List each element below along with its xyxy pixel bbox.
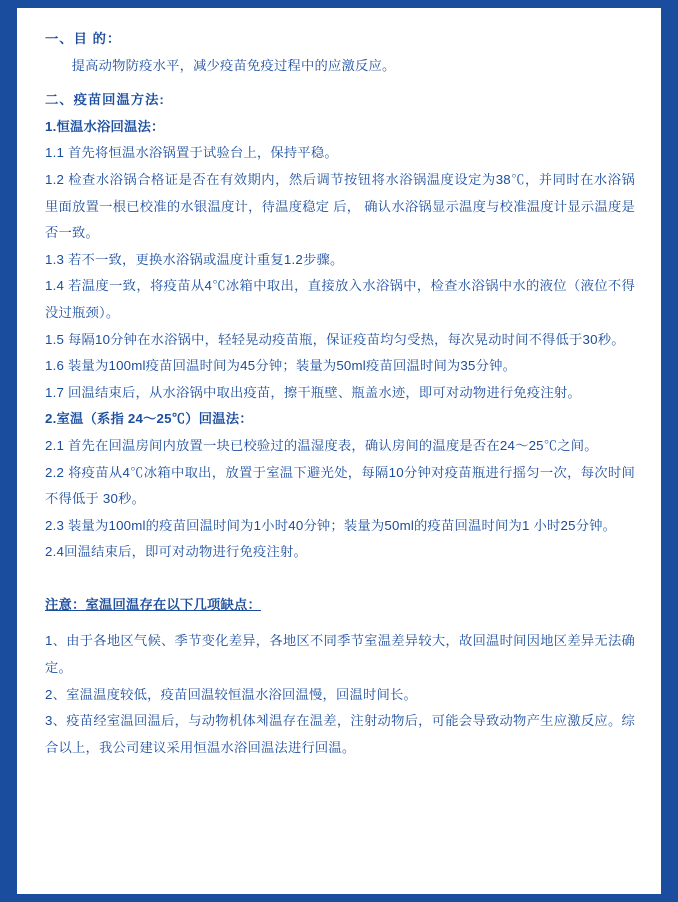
step-2-3: 2.3 装量为100ml的疫苗回温时间为1小时40分钟；装量为50ml的疫苗回温时间为1 小时25分钟。 [45,517,617,533]
note-item-2: 2、室温温度较低，疫苗回温较恒温水浴回温慢，回温时间长。 [45,686,418,702]
step-1-3: 1.3 若不一致，更换水浴锅或温度计重复1.2步骤。 [45,251,344,267]
step-1-4: 1.4 若温度一致，将疫苗从4℃冰箱中取出，直接放入水浴锅中，检查水浴锅中水的液位（液位不得没过瓶颈）。 [45,278,635,320]
note-heading: 注意：室温回温存在以下几项缺点： [45,596,261,612]
step-1-2: 1.2 检查水浴锅合格证是否在有效期内，然后调节按钮将水浴锅温度设定为38℃，并同时在水浴锅里面放置一根已校准的水银温度计，待温度稳定 后， 确认水浴锅显示温度与校准温度计显示温度是否一致。 [45,171,635,241]
step-2-1: 2.1 首先在回温房间内放置一块已校验过的温湿度表，确认房间的温度是否在24～25℃之间。 [45,437,598,453]
subsection-heading-waterbath: 1.恒温水浴回温法： [45,118,165,134]
step-1-6: 1.6 装量为100ml疫苗回温时间为45分钟；装量为50ml疫苗回温时间为35分钟。 [45,358,517,374]
section-heading-methods: 二、疫苗回温方法: [45,92,165,108]
document-body [45,26,635,761]
step-2-2: 2.2 将疫苗从4℃冰箱中取出，放置于室温下避光处，每隔10分钟对疫苗瓶进行摇匀一次，每次时间不得低于 30秒。 [45,464,635,507]
note-heading-wrapper [45,566,635,629]
step-1-7: 1.7 回温结束后，从水浴锅中取出疫苗，擦干瓶壁、瓶盖水迹，即可对动物进行免疫注射。 [45,384,581,400]
step-2-4: 2.4回温结束后，即可对动物进行免疫注射。 [45,544,308,560]
step-1-5: 1.5 每隔10分钟在水浴锅中，轻轻晃动疫苗瓶，保证疫苗均匀受热，每次晃动时间不得低于30秒。 [45,331,625,347]
paragraph-purpose-body: 提高动物防疫水平，减少疫苗免疫过程中的应激反应。 [71,57,396,73]
note-item-1: 1、由于各地区气候、季节变化差异，各地区不同季节室温差异较大，故回温时间因地区差异无法确定。 [45,633,635,676]
document-paper [15,8,663,894]
note-item-3: 3、疫苗经室温回温后，与动物机体체温存在温差，注射动物后，可能会导致动物产生应激反应。综合以上，我公司建议采用恒温水浴回温法进行回温。 [45,713,635,755]
step-1-1: 1.1 首先将恒温水浴锅置于试验台上，保持平稳。 [45,145,338,161]
subsection-heading-roomtemp: 2.室温（系指 24～25℃）回温法： [45,411,253,427]
section-heading-purpose: 一、目 的： [45,31,122,46]
